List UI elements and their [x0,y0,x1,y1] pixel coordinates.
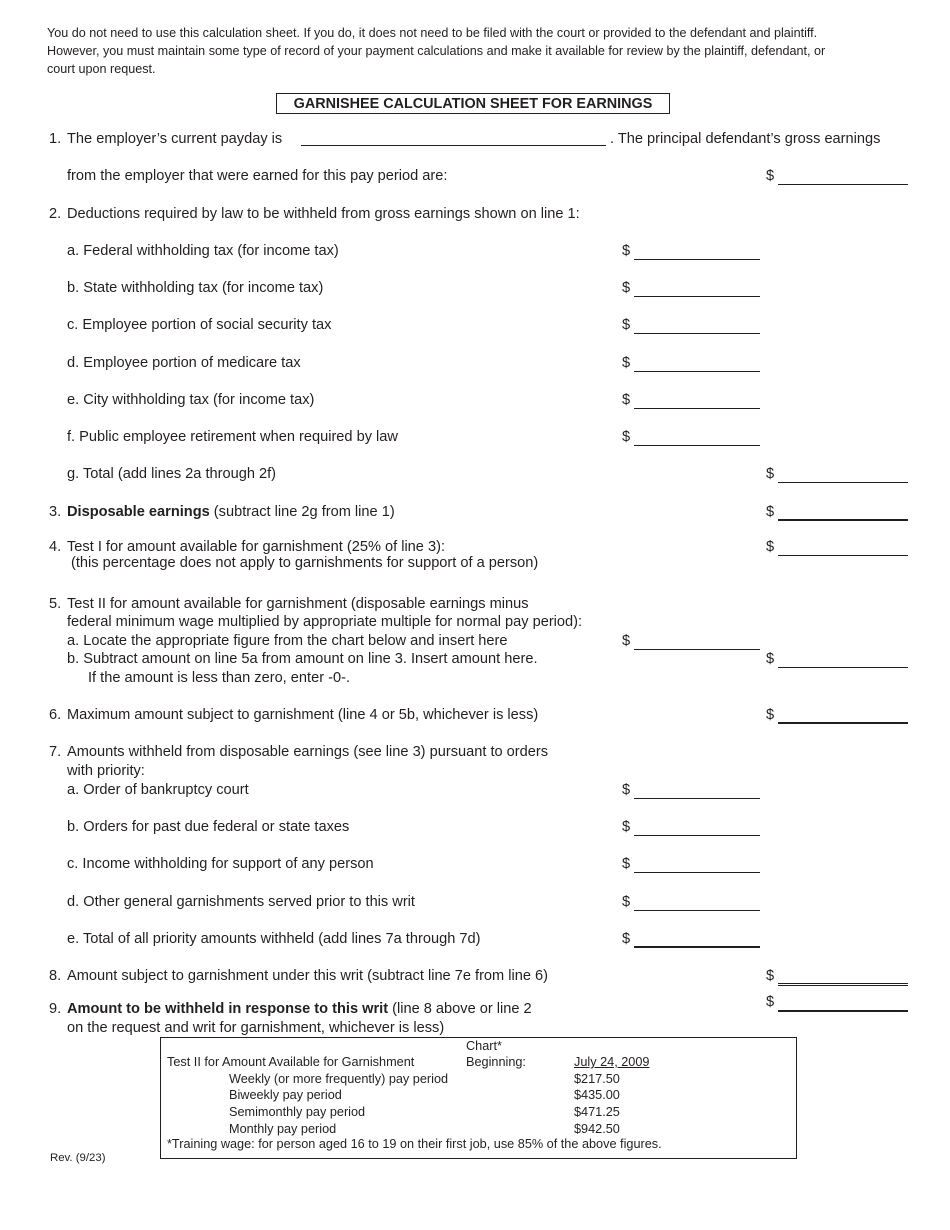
chart-effective-date: July 24, 2009 [574,1055,650,1069]
line7e-label: e. Total of all priority amounts withheld (add lines 7a through 7d) [67,931,481,947]
deductions-total-field[interactable] [778,482,908,483]
line7d-label: d. Other general garnishments served prior to this writ [67,894,415,910]
medicare-field[interactable] [634,371,760,372]
chart-row-amount: $217.50 [574,1072,620,1086]
line7c-label: c. Income withholding for support of any person [67,856,374,872]
chart-row-amount: $435.00 [574,1088,620,1102]
chart-row-label: Monthly pay period [229,1122,337,1136]
maximum-amount-field[interactable] [778,722,908,724]
currency-sign: $ [622,355,631,371]
currency-sign: $ [622,243,631,259]
currency-sign: $ [766,539,775,555]
chart-row-label: Semimonthly pay period [229,1105,366,1119]
subject-amount-field[interactable] [778,983,908,986]
chart-row-amount: $471.25 [574,1105,620,1119]
currency-sign: $ [766,994,775,1010]
line7b-label: b. Orders for past due federal or state taxes [67,819,350,835]
line5b-note: If the amount is less than zero, enter -0-. [88,670,351,686]
support-withholding-field[interactable] [634,872,760,873]
line1-text-b: . The principal defendant’s gross earnings [610,131,881,147]
currency-sign: $ [766,968,775,984]
chart-row-label: Biweekly pay period [229,1088,342,1102]
min-wage-chart [160,1037,797,1159]
line7-text-1: Amounts withheld from disposable earnings (see line 3) pursuant to orders [67,744,549,760]
currency-sign: $ [622,392,631,408]
city-withholding-field[interactable] [634,408,760,409]
line2d-label: d. Employee portion of medicare tax [67,355,301,371]
line2c-label: c. Employee portion of social security tax [67,317,332,333]
line4-number: 4. [49,539,62,555]
currency-sign: $ [766,707,775,723]
line8-number: 8. [49,968,62,984]
line6-text: Maximum amount subject to garnishment (line 4 or 5b, whichever is less) [67,707,539,723]
line4-text: Test I for amount available for garnishment (25% of line 3): [67,539,446,555]
line2g-label: g. Total (add lines 2a through 2f) [67,466,277,482]
intro-line: You do not need to use this calculation sheet. If you do, it does not need to be filed with the court or provided to the defendant and plaintiff. [47,26,818,40]
line9-label [67,1001,532,1017]
line1-text-a: The employer’s current payday is [67,131,283,147]
chart-heading: Test II for Amount Available for Garnishment [167,1055,415,1069]
form-title: GARNISHEE CALCULATION SHEET FOR EARNINGS [276,93,670,114]
line3-bold-label: Disposable earnings [67,504,210,520]
revision-label: Rev. (9/23) [50,1152,106,1164]
currency-sign: $ [766,504,775,520]
intro-paragraph [47,24,917,78]
currency-sign: $ [622,280,631,296]
chart-figure-field[interactable] [634,649,760,650]
intro-line: court upon request. [47,62,156,76]
line9-text-2: on the request and writ for garnishment, whichever is less) [67,1020,445,1036]
line3-number: 3. [49,504,62,520]
chart-footnote: *Training wage: for person aged 16 to 19 on their first job, use 85% of the above figures. [167,1137,662,1151]
line5a-label: a. Locate the appropriate figure from the chart below and insert here [67,633,508,649]
gross-earnings-field[interactable] [778,184,908,185]
line9-number: 9. [49,1001,62,1017]
chart-beginning-label: Beginning: [466,1055,526,1069]
line2b-label: b. State withholding tax (for income tax) [67,280,324,296]
line5-text-2: federal minimum wage multiplied by appropriate multiple for normal pay period): [67,614,583,630]
currency-sign: $ [622,429,631,445]
line1-text-c: from the employer that were earned for this pay period are: [67,168,448,184]
line7-number: 7. [49,744,62,760]
line7a-label: a. Order of bankruptcy court [67,782,249,798]
line7-text-2: with priority: [67,763,145,779]
currency-sign: $ [622,894,631,910]
currency-sign: $ [766,651,775,667]
line8-text: Amount subject to garnishment under this writ (subtract line 7e from line 6) [67,968,549,984]
line2-number: 2. [49,206,62,222]
line3-rest: (subtract line 2g from line 1) [209,504,395,520]
currency-sign: $ [622,633,631,649]
line2f-label: f. Public employee retirement when required by law [67,429,398,445]
disposable-earnings-field[interactable] [778,519,908,521]
line3-label [67,504,395,520]
chart-row-label: Weekly (or more frequently) pay period [229,1072,449,1086]
payday-field[interactable] [301,145,606,146]
line2e-label: e. City withholding tax (for income tax) [67,392,315,408]
line5b-label: b. Subtract amount on line 5a from amount on line 3. Insert amount here. [67,651,538,667]
currency-sign: $ [766,168,775,184]
currency-sign: $ [622,782,631,798]
test1-amount-field[interactable] [778,555,908,556]
line9-bold-label: Amount to be withheld in response to this writ [67,1001,389,1017]
currency-sign: $ [622,931,631,947]
line6-number: 6. [49,707,62,723]
line2a-label: a. Federal withholding tax (for income tax) [67,243,339,259]
federal-withholding-field[interactable] [634,259,760,260]
line9-rest: (line 8 above or line 2 [388,1001,532,1017]
tax-orders-field[interactable] [634,835,760,836]
chart-title: Chart* [466,1039,502,1053]
social-security-field[interactable] [634,333,760,334]
prior-garnishments-field[interactable] [634,910,760,911]
currency-sign: $ [622,317,631,333]
bankruptcy-order-field[interactable] [634,798,760,799]
test2-amount-field[interactable] [778,667,908,668]
priority-total-field[interactable] [634,946,760,948]
currency-sign: $ [766,466,775,482]
chart-row-amount: $942.50 [574,1122,620,1136]
line2-text: Deductions required by law to be withheld from gross earnings shown on line 1: [67,206,580,222]
retirement-field[interactable] [634,445,760,446]
line5-text-1: Test II for amount available for garnishment (disposable earnings minus [67,596,529,612]
intro-line: However, you must maintain some type of record of your payment calculations and make it available for review by the plaintiff, defendant, or [47,44,826,58]
currency-sign: $ [622,856,631,872]
line1-number: 1. [49,131,62,147]
line5-number: 5. [49,596,62,612]
line4-note: (this percentage does not apply to garnishments for support of a person) [71,555,539,571]
state-withholding-field[interactable] [634,296,760,297]
currency-sign: $ [622,819,631,835]
amount-withheld-field[interactable] [778,1010,908,1012]
